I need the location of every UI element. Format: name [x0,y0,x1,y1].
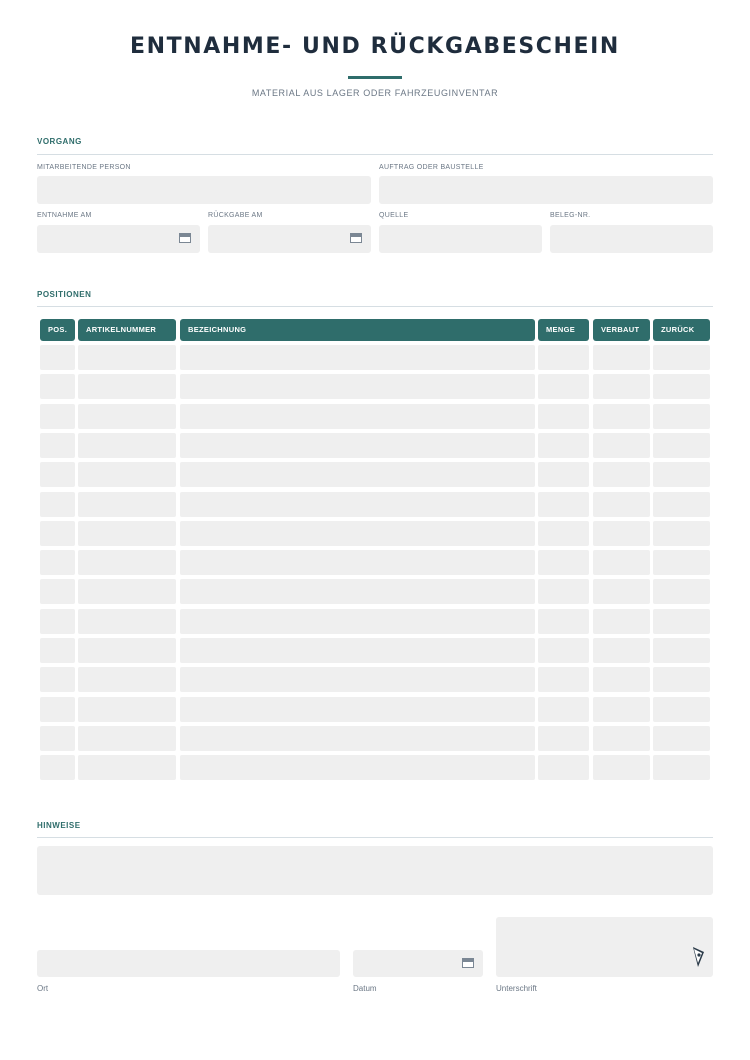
column-header-bezeichnung: BEZEICHNUNG [180,319,535,341]
section-heading-vorgang: VORGANG [37,137,82,146]
table-cell-pos[interactable] [40,609,75,634]
table-cell-menge[interactable] [538,345,589,370]
table-cell-pos[interactable] [40,550,75,575]
column-header-pos: POS. [40,319,75,341]
table-cell-artikelnummer[interactable] [78,726,176,751]
beleg-field[interactable] [550,225,713,253]
datum-label: Datum [353,984,377,993]
rueckgabe-date-field[interactable] [208,225,371,253]
table-cell-pos[interactable] [40,726,75,751]
table-cell-zurueck[interactable] [653,550,710,575]
table-cell-menge[interactable] [538,638,589,663]
table-cell-bezeichnung[interactable] [180,755,535,780]
table-cell-verbaut[interactable] [593,345,650,370]
table-cell-zurueck[interactable] [653,755,710,780]
auftrag-field[interactable] [379,176,713,204]
table-cell-bezeichnung[interactable] [180,667,535,692]
calendar-icon[interactable] [462,958,474,968]
ort-label: Ort [37,984,49,993]
table-cell-zurueck[interactable] [653,726,710,751]
beleg-label: BELEG-NR. [550,212,591,219]
table-cell-pos[interactable] [40,462,75,487]
table-cell-pos[interactable] [40,374,75,399]
section-heading-positionen: POSITIONEN [37,290,92,299]
table-cell-artikelnummer[interactable] [78,521,176,546]
table-cell-bezeichnung[interactable] [180,374,535,399]
calendar-icon[interactable] [179,233,191,243]
table-cell-pos[interactable] [40,667,75,692]
auftrag-label: AUFTRAG ODER BAUSTELLE [379,164,484,171]
table-cell-bezeichnung[interactable] [180,609,535,634]
table-cell-bezeichnung[interactable] [180,433,535,458]
table-cell-artikelnummer[interactable] [78,609,176,634]
table-cell-bezeichnung[interactable] [180,404,535,429]
table-cell-verbaut[interactable] [593,521,650,546]
table-cell-pos[interactable] [40,492,75,517]
table-cell-bezeichnung[interactable] [180,345,535,370]
table-cell-menge[interactable] [538,609,589,634]
table-cell-verbaut[interactable] [593,638,650,663]
table-cell-menge[interactable] [538,579,589,604]
table-cell-verbaut[interactable] [593,433,650,458]
table-cell-pos[interactable] [40,433,75,458]
table-cell-zurueck[interactable] [653,462,710,487]
table-cell-verbaut[interactable] [593,550,650,575]
table-cell-bezeichnung[interactable] [180,638,535,663]
table-cell-menge[interactable] [538,404,589,429]
table-cell-zurueck[interactable] [653,492,710,517]
table-cell-zurueck[interactable] [653,433,710,458]
page-title: ENTNAHME- UND RÜCKGABESCHEIN [130,34,620,59]
table-cell-menge[interactable] [538,550,589,575]
table-cell-verbaut[interactable] [593,462,650,487]
table-cell-bezeichnung[interactable] [180,579,535,604]
entnahme-date-field[interactable] [37,225,200,253]
column-header-menge: MENGE [538,319,589,341]
table-cell-verbaut[interactable] [593,755,650,780]
table-cell-zurueck[interactable] [653,667,710,692]
table-cell-pos[interactable] [40,404,75,429]
table-cell-pos[interactable] [40,638,75,663]
table-cell-verbaut[interactable] [593,726,650,751]
rueckgabe-label: RÜCKGABE AM [208,212,263,219]
table-cell-zurueck[interactable] [653,638,710,663]
table-cell-menge[interactable] [538,521,589,546]
table-cell-pos[interactable] [40,579,75,604]
column-header-verbaut: VERBAUT [593,319,650,341]
person-label: MITARBEITENDE PERSON [37,164,131,171]
table-cell-artikelnummer[interactable] [78,638,176,663]
table-cell-artikelnummer[interactable] [78,579,176,604]
title-underline [348,76,402,79]
table-cell-menge[interactable] [538,755,589,780]
table-cell-verbaut[interactable] [593,492,650,517]
table-cell-bezeichnung[interactable] [180,462,535,487]
table-cell-verbaut[interactable] [593,667,650,692]
table-cell-menge[interactable] [538,667,589,692]
table-cell-bezeichnung[interactable] [180,492,535,517]
entnahme-label: ENTNAHME AM [37,212,92,219]
table-cell-zurueck[interactable] [653,345,710,370]
table-cell-zurueck[interactable] [653,404,710,429]
column-header-artikelnummer: ARTIKELNUMMER [78,319,176,341]
table-cell-zurueck[interactable] [653,697,710,722]
table-cell-artikelnummer[interactable] [78,345,176,370]
table-cell-artikelnummer[interactable] [78,492,176,517]
unterschrift-label: Unterschrift [496,984,537,993]
table-cell-pos[interactable] [40,521,75,546]
table-cell-menge[interactable] [538,433,589,458]
pen-nib-icon [690,945,706,969]
section-divider [37,306,713,307]
calendar-icon[interactable] [350,233,362,243]
section-divider [37,154,713,155]
table-cell-artikelnummer[interactable] [78,667,176,692]
quelle-label: QUELLE [379,212,409,219]
table-cell-zurueck[interactable] [653,579,710,604]
table-cell-verbaut[interactable] [593,374,650,399]
unterschrift-field[interactable] [496,917,713,977]
table-cell-bezeichnung[interactable] [180,550,535,575]
person-field[interactable] [37,176,371,204]
page-subtitle: MATERIAL AUS LAGER ODER FAHRZEUGINVENTAR [251,88,499,98]
table-cell-artikelnummer[interactable] [78,374,176,399]
table-cell-verbaut[interactable] [593,579,650,604]
table-cell-zurueck[interactable] [653,374,710,399]
table-cell-verbaut[interactable] [593,609,650,634]
table-cell-zurueck[interactable] [653,521,710,546]
table-cell-verbaut[interactable] [593,697,650,722]
section-divider [37,837,713,838]
table-cell-bezeichnung[interactable] [180,697,535,722]
table-cell-menge[interactable] [538,726,589,751]
table-cell-menge[interactable] [538,697,589,722]
table-cell-menge[interactable] [538,374,589,399]
table-cell-pos[interactable] [40,755,75,780]
datum-field[interactable] [353,950,483,977]
table-cell-artikelnummer[interactable] [78,462,176,487]
ort-field[interactable] [37,950,340,977]
table-cell-bezeichnung[interactable] [180,726,535,751]
table-cell-verbaut[interactable] [593,404,650,429]
table-cell-bezeichnung[interactable] [180,521,535,546]
hinweise-textarea[interactable] [37,846,713,895]
table-cell-artikelnummer[interactable] [78,404,176,429]
table-cell-zurueck[interactable] [653,609,710,634]
column-header-zurueck: ZURÜCK [653,319,710,341]
table-cell-artikelnummer[interactable] [78,697,176,722]
table-cell-menge[interactable] [538,492,589,517]
table-cell-pos[interactable] [40,697,75,722]
table-cell-menge[interactable] [538,462,589,487]
table-cell-pos[interactable] [40,345,75,370]
table-cell-artikelnummer[interactable] [78,755,176,780]
table-cell-artikelnummer[interactable] [78,433,176,458]
table-cell-artikelnummer[interactable] [78,550,176,575]
section-heading-hinweise: HINWEISE [37,821,81,830]
quelle-field[interactable] [379,225,542,253]
